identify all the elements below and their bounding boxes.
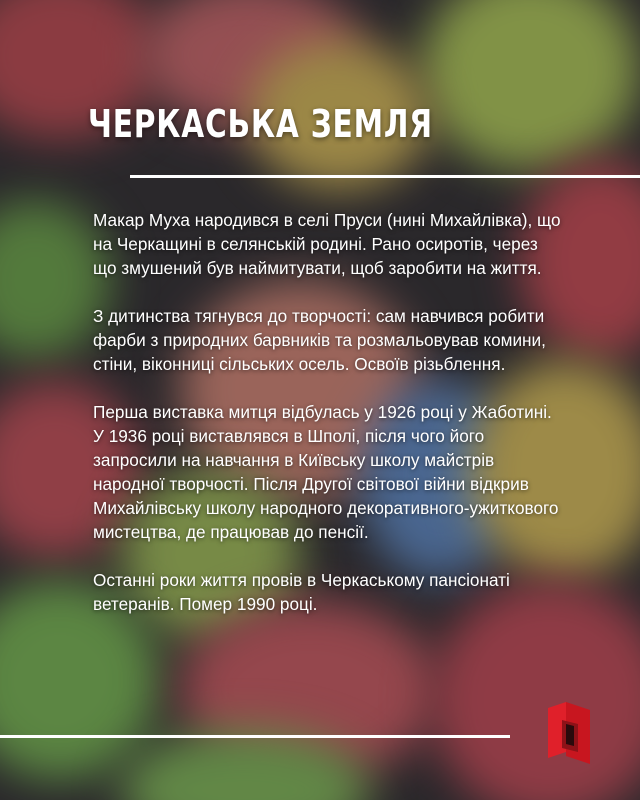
paragraph-2: З дитинства тягнувся до творчості: сам навчився робити фарби з природних барвників та розмальовував комини, стіни, віконниці сільських осель. Освоїв різьблення. bbox=[93, 306, 546, 374]
red-book-logo-icon bbox=[548, 702, 590, 764]
paragraph-4: Останні роки життя провів в Черкаському пансіонаті ветеранів. Помер 1990 році. bbox=[93, 570, 510, 614]
top-divider bbox=[130, 175, 640, 178]
bottom-divider bbox=[0, 735, 510, 738]
paragraph-3: Перша виставка митця відбулась у 1926 році у Жаботині. У 1936 році виставлявся в Шполі, після чого його запросили на навчання в Київську школу майстрів народної творчості. Після Другої світової війни відкрив Михайлівську школу народного декоративного-ужиткового мистецтва, де працював до пенсії. bbox=[93, 402, 559, 542]
paragraph-1: Макар Муха народився в селі Пруси (нині Михайлівка), що на Черкащині в селянській родині. Рано осиротів, через що змушений був наймитувати, щоб заробити на життя. bbox=[93, 210, 561, 278]
page-title: ЧЕРКАСЬКА ЗЕМЛЯ bbox=[88, 102, 433, 146]
biography-text bbox=[93, 208, 563, 640]
